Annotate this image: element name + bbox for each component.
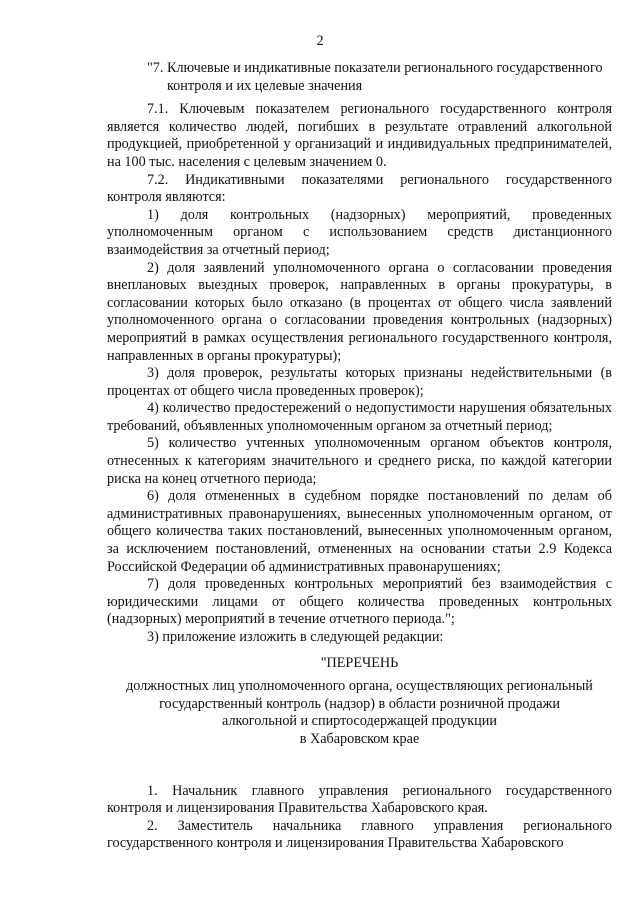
indicator-3: 3) доля проверок, результаты которых признаны недействительными (в процентах от общего числа проведенных проверок); [107, 365, 612, 399]
list-subheading-line1: должностных лиц уполномоченного органа, осуществляющих региональный [126, 678, 593, 695]
indicator-5: 5) количество учтенных уполномоченным органом объектов контроля, отнесенных к категориям значительного и среднего риска, по каждой категории риска на конец отчетного периода; [107, 435, 612, 487]
section-7-title [147, 60, 612, 95]
list-heading: "ПЕРЕЧЕНЬ [320, 654, 399, 671]
official-1: 1. Начальник главного управления регионального государственного контроля и лицензирования Правительства Хабаровского края. [107, 782, 612, 817]
list-subheading-line2: государственный контроль (надзор) в области розничной продажи [159, 695, 560, 712]
list-subheading-line4: в Хабаровском крае [299, 730, 420, 747]
document-body [107, 60, 612, 853]
list-subheading [107, 678, 612, 748]
indicator-2: 2) доля заявлений уполномоченного органа о согласовании проведения внеплановых выездных проверок, направленных в органы прокуратуры, в согласовании которых было отказано (в процентах от общего числа заявлений уполномоченного органа о согласовании проведения контрольных (надзорных) мероприятий в рамках осуществления регионального государственного контроля, направленных в органы прокуратуры); [107, 259, 612, 364]
item-3: 3) приложение изложить в следующей редакции: [147, 629, 444, 645]
paragraph-7-1: 7.1. Ключевым показателем регионального государственного контроля является количество людей, погибших в результате отравлений алкогольной продукцией, приобретенной у организаций и индивидуальных предпринимателей, на 100 тыс. населения с целевым значением 0. [107, 101, 612, 170]
indicator-1: 1) доля контрольных (надзорных) мероприятий, проведенных уполномоченным органом с использованием средств дистанционного взаимодействия за отчетный период; [107, 206, 612, 258]
section-7-title-line2: контроля и их целевые значения [167, 77, 363, 94]
section-7-title-line1: "7. Ключевые и индикативные показатели регионального государственного [147, 60, 603, 76]
indicator-7: 7) доля проведенных контрольных мероприятий без взаимодействия с юридическими лицами от общего количества проведенных контрольных (надзорных) мероприятий в течение отчетного периода."; [107, 576, 612, 628]
page-number: 2 [316, 33, 324, 49]
indicator-4: 4) количество предостережений о недопустимости нарушения обязательных требований, объявленных уполномоченным органом за отчетный период; [107, 400, 612, 434]
paragraph-7-2: 7.2. Индикативными показателями регионального государственного контроля являются: [107, 171, 612, 206]
list-subheading-line3: алкогольной и спиртосодержащей продукции [222, 713, 497, 730]
official-2: 2. Заместитель начальника главного управления регионального государственного контроля и лицензирования Правительства Хабаровского [107, 817, 612, 852]
indicator-6: 6) доля отмененных в судебном порядке постановлений по делам об административных правонарушениях, вынесенных уполномоченным органом, от общего количества таких постановлений, вынесенных уполномоченным органом, за исключением постановлений, отмененных на основании статьи 2.9 Кодекса Российской Федерации об административных правонарушениях; [107, 488, 612, 575]
